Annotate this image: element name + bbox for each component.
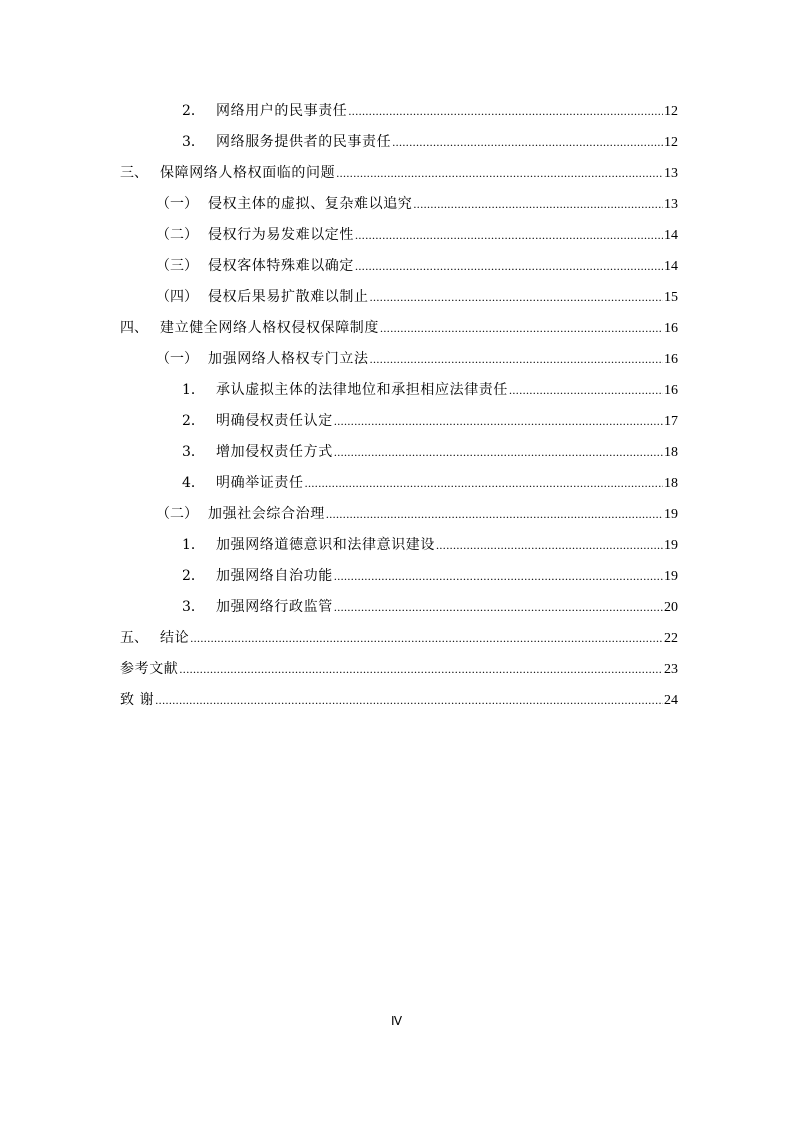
dot-leader bbox=[326, 503, 663, 525]
toc-entry[interactable] bbox=[120, 534, 678, 565]
toc-entry-page: 18 bbox=[664, 476, 678, 491]
toc-entry-title: 结论 bbox=[160, 630, 190, 646]
toc-entry-title: 建立健全网络人格权侵权保障制度 bbox=[160, 320, 379, 336]
toc-entry-page: 22 bbox=[664, 631, 678, 646]
dot-leader bbox=[370, 348, 663, 370]
toc-entry-page: 19 bbox=[664, 538, 678, 553]
toc-entry-number: 2． bbox=[182, 413, 205, 429]
dot-leader bbox=[355, 255, 663, 277]
toc-entry-page: 18 bbox=[664, 445, 678, 460]
toc-entry-title: 参考文献 bbox=[120, 661, 179, 677]
toc-entry-title: 侵权客体特殊难以确定 bbox=[208, 258, 354, 274]
toc-entry[interactable] bbox=[120, 410, 678, 441]
toc-entry[interactable] bbox=[120, 441, 678, 472]
dot-leader bbox=[436, 534, 663, 556]
toc-entry-number: 2． bbox=[182, 568, 205, 584]
dot-leader bbox=[334, 565, 663, 587]
toc-entry-number: 五、 bbox=[120, 630, 148, 646]
toc-entry[interactable] bbox=[120, 224, 678, 255]
table-of-contents bbox=[120, 100, 678, 720]
toc-entry-page: 12 bbox=[664, 104, 678, 119]
toc-entry-number: 4． bbox=[182, 475, 205, 491]
toc-entry-title: 增加侵权责任方式 bbox=[216, 444, 333, 460]
toc-entry[interactable] bbox=[120, 100, 678, 131]
toc-entry[interactable] bbox=[120, 162, 678, 193]
toc-entry-title: 加强社会综合治理 bbox=[208, 506, 325, 522]
toc-entry-number: 2． bbox=[182, 103, 205, 119]
dot-leader bbox=[334, 410, 663, 432]
toc-entry[interactable] bbox=[120, 193, 678, 224]
toc-entry[interactable] bbox=[120, 286, 678, 317]
toc-entry-number: 3． bbox=[182, 134, 205, 150]
toc-entry-title: 侵权后果易扩散难以制止 bbox=[208, 289, 369, 305]
dot-leader bbox=[370, 286, 663, 308]
toc-entry[interactable] bbox=[120, 565, 678, 596]
toc-entry[interactable] bbox=[120, 689, 678, 720]
toc-entry-number: 三、 bbox=[120, 165, 148, 181]
toc-entry[interactable] bbox=[120, 348, 678, 379]
toc-entry-page: 19 bbox=[664, 569, 678, 584]
toc-entry-number: （二） bbox=[156, 227, 198, 243]
dot-leader bbox=[305, 472, 663, 494]
toc-entry-number: （一） bbox=[156, 196, 198, 212]
toc-entry-page: 23 bbox=[664, 662, 678, 677]
toc-entry-page: 14 bbox=[664, 259, 678, 274]
toc-entry[interactable] bbox=[120, 317, 678, 348]
toc-entry-page: 13 bbox=[664, 166, 678, 181]
dot-leader bbox=[190, 627, 663, 649]
toc-entry-number: 1． bbox=[182, 382, 205, 398]
dot-leader bbox=[348, 100, 663, 122]
toc-entry-page: 19 bbox=[664, 507, 678, 522]
toc-entry-title: 侵权主体的虚拟、复杂难以追究 bbox=[208, 196, 413, 212]
toc-entry-title: 致 谢 bbox=[120, 692, 155, 708]
toc-entry-page: 15 bbox=[664, 290, 678, 305]
toc-entry-title: 网络用户的民事责任 bbox=[216, 103, 348, 119]
dot-leader bbox=[334, 441, 663, 463]
toc-entry[interactable] bbox=[120, 658, 678, 689]
toc-entry-number: （二） bbox=[156, 506, 198, 522]
dot-leader bbox=[179, 658, 663, 680]
toc-entry-number: （一） bbox=[156, 351, 198, 367]
dot-leader bbox=[355, 224, 663, 246]
toc-entry[interactable] bbox=[120, 503, 678, 534]
dot-leader bbox=[155, 689, 663, 711]
page-number: Ⅳ bbox=[390, 1014, 403, 1028]
toc-entry-title: 加强网络行政监管 bbox=[216, 599, 333, 615]
dot-leader bbox=[392, 131, 663, 153]
toc-entry-title: 加强网络道德意识和法律意识建设 bbox=[216, 537, 435, 553]
toc-entry-page: 17 bbox=[664, 414, 678, 429]
toc-entry-page: 13 bbox=[664, 197, 678, 212]
toc-entry[interactable] bbox=[120, 379, 678, 410]
toc-entry-page: 16 bbox=[664, 352, 678, 367]
toc-entry-page: 16 bbox=[664, 383, 678, 398]
toc-entry-title: 网络服务提供者的民事责任 bbox=[216, 134, 392, 150]
toc-entry-page: 20 bbox=[664, 600, 678, 615]
toc-entry-title: 侵权行为易发难以定性 bbox=[208, 227, 354, 243]
toc-entry[interactable] bbox=[120, 255, 678, 286]
toc-entry-page: 12 bbox=[664, 135, 678, 150]
toc-entry[interactable] bbox=[120, 627, 678, 658]
toc-entry[interactable] bbox=[120, 596, 678, 627]
toc-entry-page: 14 bbox=[664, 228, 678, 243]
dot-leader bbox=[334, 596, 663, 618]
toc-entry-page: 24 bbox=[664, 693, 678, 708]
toc-entry-title: 保障网络人格权面临的问题 bbox=[160, 165, 336, 181]
toc-entry-title: 加强网络自治功能 bbox=[216, 568, 333, 584]
toc-entry-number: （三） bbox=[156, 258, 198, 274]
dot-leader bbox=[413, 193, 663, 215]
toc-entry-number: （四） bbox=[156, 289, 198, 305]
toc-entry-title: 明确举证责任 bbox=[216, 475, 304, 491]
toc-entry-number: 1． bbox=[182, 537, 205, 553]
toc-entry-title: 承认虚拟主体的法律地位和承担相应法律责任 bbox=[216, 382, 508, 398]
dot-leader bbox=[336, 162, 663, 184]
toc-entry-page: 16 bbox=[664, 321, 678, 336]
dot-leader bbox=[380, 317, 663, 339]
toc-entry-number: 四、 bbox=[120, 320, 148, 336]
toc-entry[interactable] bbox=[120, 131, 678, 162]
toc-entry-title: 明确侵权责任认定 bbox=[216, 413, 333, 429]
toc-entry-number: 3． bbox=[182, 599, 205, 615]
toc-entry-title: 加强网络人格权专门立法 bbox=[208, 351, 369, 367]
dot-leader bbox=[509, 379, 663, 401]
toc-entry-number: 3． bbox=[182, 444, 205, 460]
toc-entry[interactable] bbox=[120, 472, 678, 503]
